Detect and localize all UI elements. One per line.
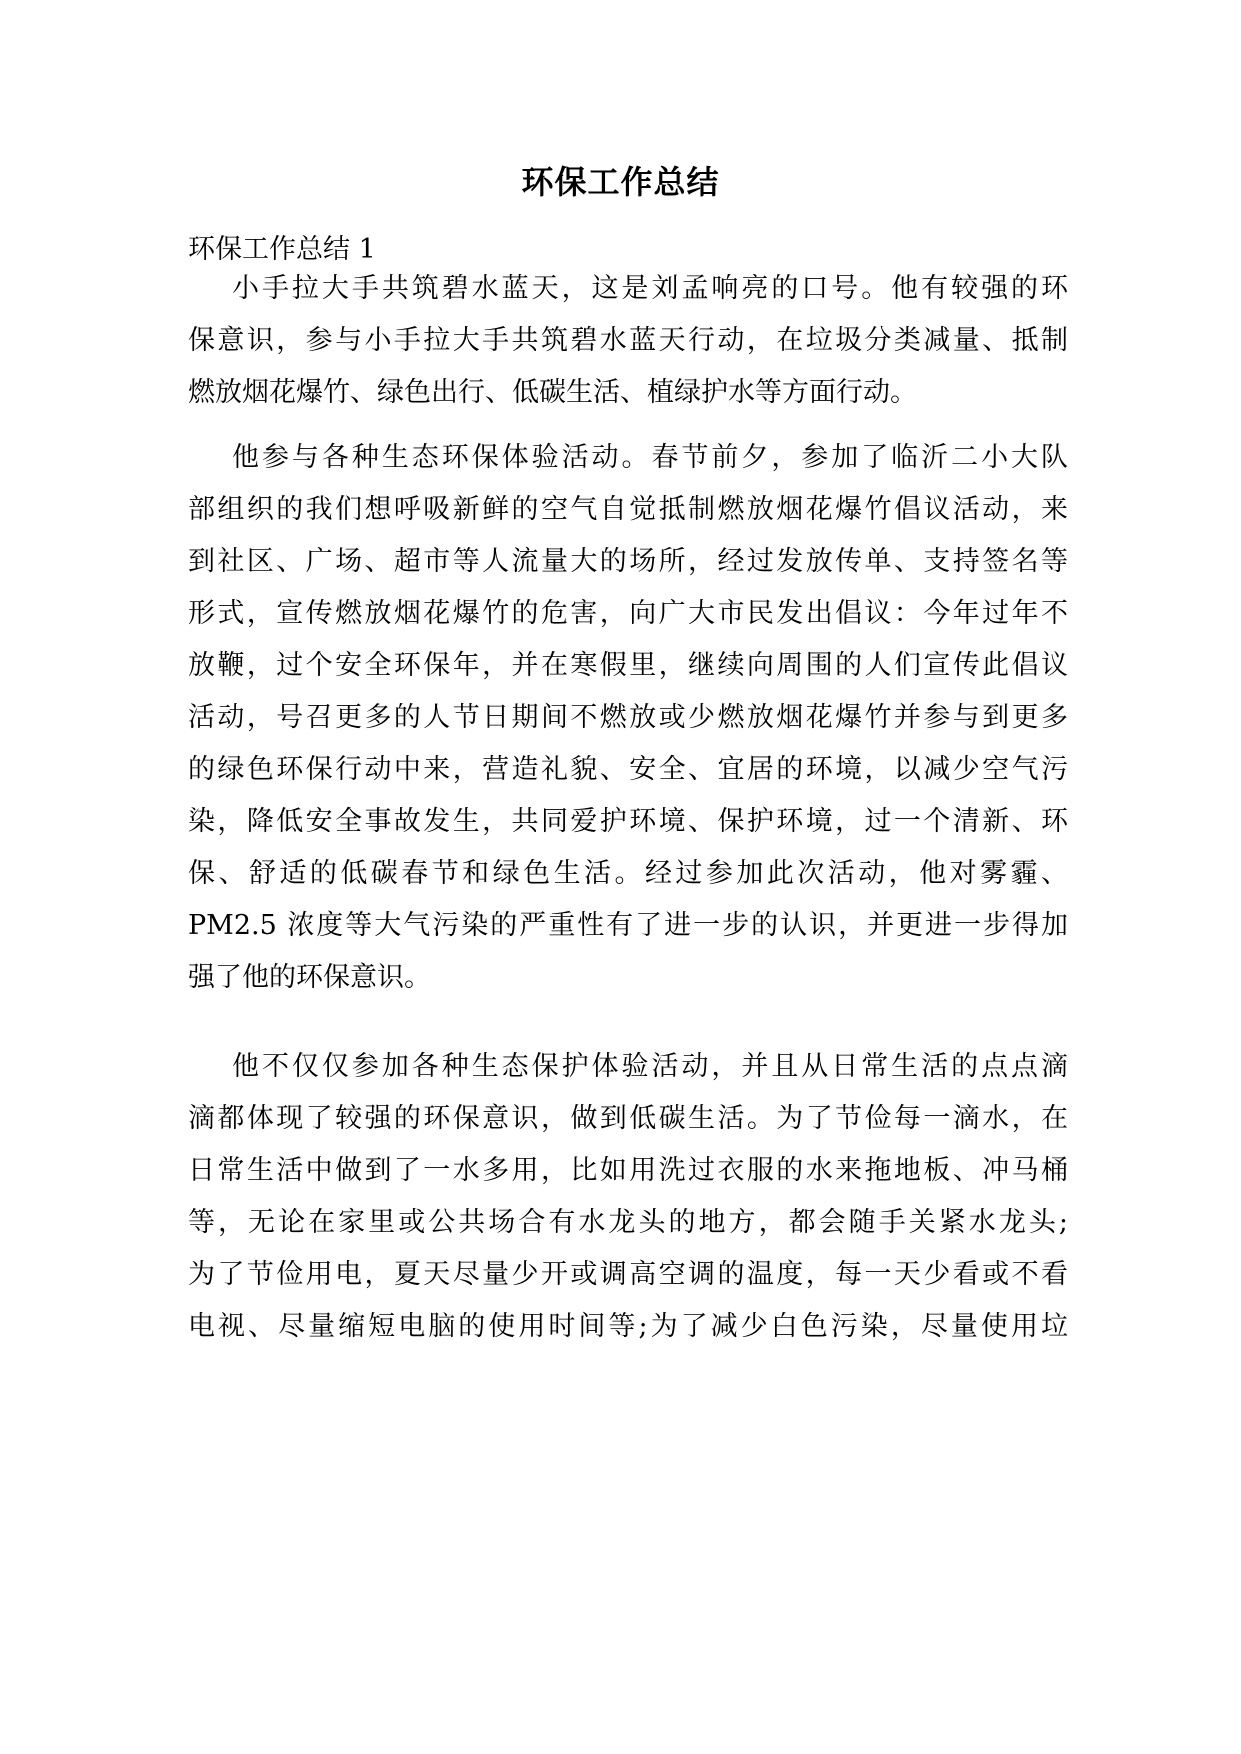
paragraph-line: 放鞭，过个安全环保年，并在寒假里，继续向周围的人们宣传此倡议: [188, 650, 1068, 681]
paragraph-line: 保、舒适的低碳春节和绿色生活。经过参加此次活动，他对雾霾、: [188, 858, 1068, 889]
document-title: 环保工作总结: [521, 163, 720, 201]
section-heading: 环保工作总结 1: [188, 234, 376, 265]
paragraph-line: 活动，号召更多的人节日期间不燃放或少燃放烟花爆竹并参与到更多: [188, 702, 1068, 733]
paragraph-line: 染，降低安全事故发生，共同爱护环境、保护环境，过一个清新、环: [188, 806, 1068, 837]
paragraph-line: 的绿色环保行动中来，营造礼貌、安全、宜居的环境，以减少空气污: [188, 754, 1068, 785]
paragraph-3: [188, 1041, 1068, 1353]
paragraph-line: 小手拉大手共筑碧水蓝天，这是刘孟响亮的口号。他有较强的环: [232, 273, 1068, 304]
paragraph-line: 等，无论在家里或公共场合有水龙头的地方，都会随手关紧水龙头;: [188, 1207, 1068, 1238]
paragraph-line: 日常生活中做到了一水多用，比如用洗过衣服的水来拖地板、冲马桶: [188, 1155, 1068, 1186]
paragraph-line: 强了他的环保意识。: [188, 962, 431, 993]
paragraph-line: 形式，宣传燃放烟花爆竹的危害，向广大市民发出倡议：今年过年不: [188, 598, 1068, 629]
paragraph-line: 燃放烟花爆竹、绿色出行、低碳生活、植绿护水等方面行动。: [188, 377, 917, 408]
paragraph-line: 部组织的我们想呼吸新鲜的空气自觉抵制燃放烟花爆竹倡议活动，来: [188, 494, 1068, 525]
paragraph-line: 他参与各种生态环保体验活动。春节前夕，参加了临沂二小大队: [232, 442, 1068, 473]
paragraph-line: 电视、尽量缩短电脑的使用时间等;为了减少白色污染，尽量使用垃: [188, 1311, 1068, 1342]
paragraph-1: [188, 263, 1068, 419]
paragraph-line: PM2.5 浓度等大气污染的严重性有了进一步的认识，并更进一步得加: [188, 910, 1068, 941]
paragraph-line: 他不仅仅参加各种生态保护体验活动，并且从日常生活的点点滴: [232, 1051, 1068, 1082]
paragraph-line: 到社区、广场、超市等人流量大的场所，经过发放传单、支持签名等: [188, 546, 1068, 577]
paragraph-line: 滴都体现了较强的环保意识，做到低碳生活。为了节俭每一滴水，在: [188, 1103, 1068, 1134]
paragraph-2: [188, 432, 1068, 1004]
paragraph-line: 为了节俭用电，夏天尽量少开或调高空调的温度，每一天少看或不看: [188, 1259, 1068, 1290]
paragraph-line: 保意识，参与小手拉大手共筑碧水蓝天行动，在垃圾分类减量、抵制: [188, 325, 1068, 356]
